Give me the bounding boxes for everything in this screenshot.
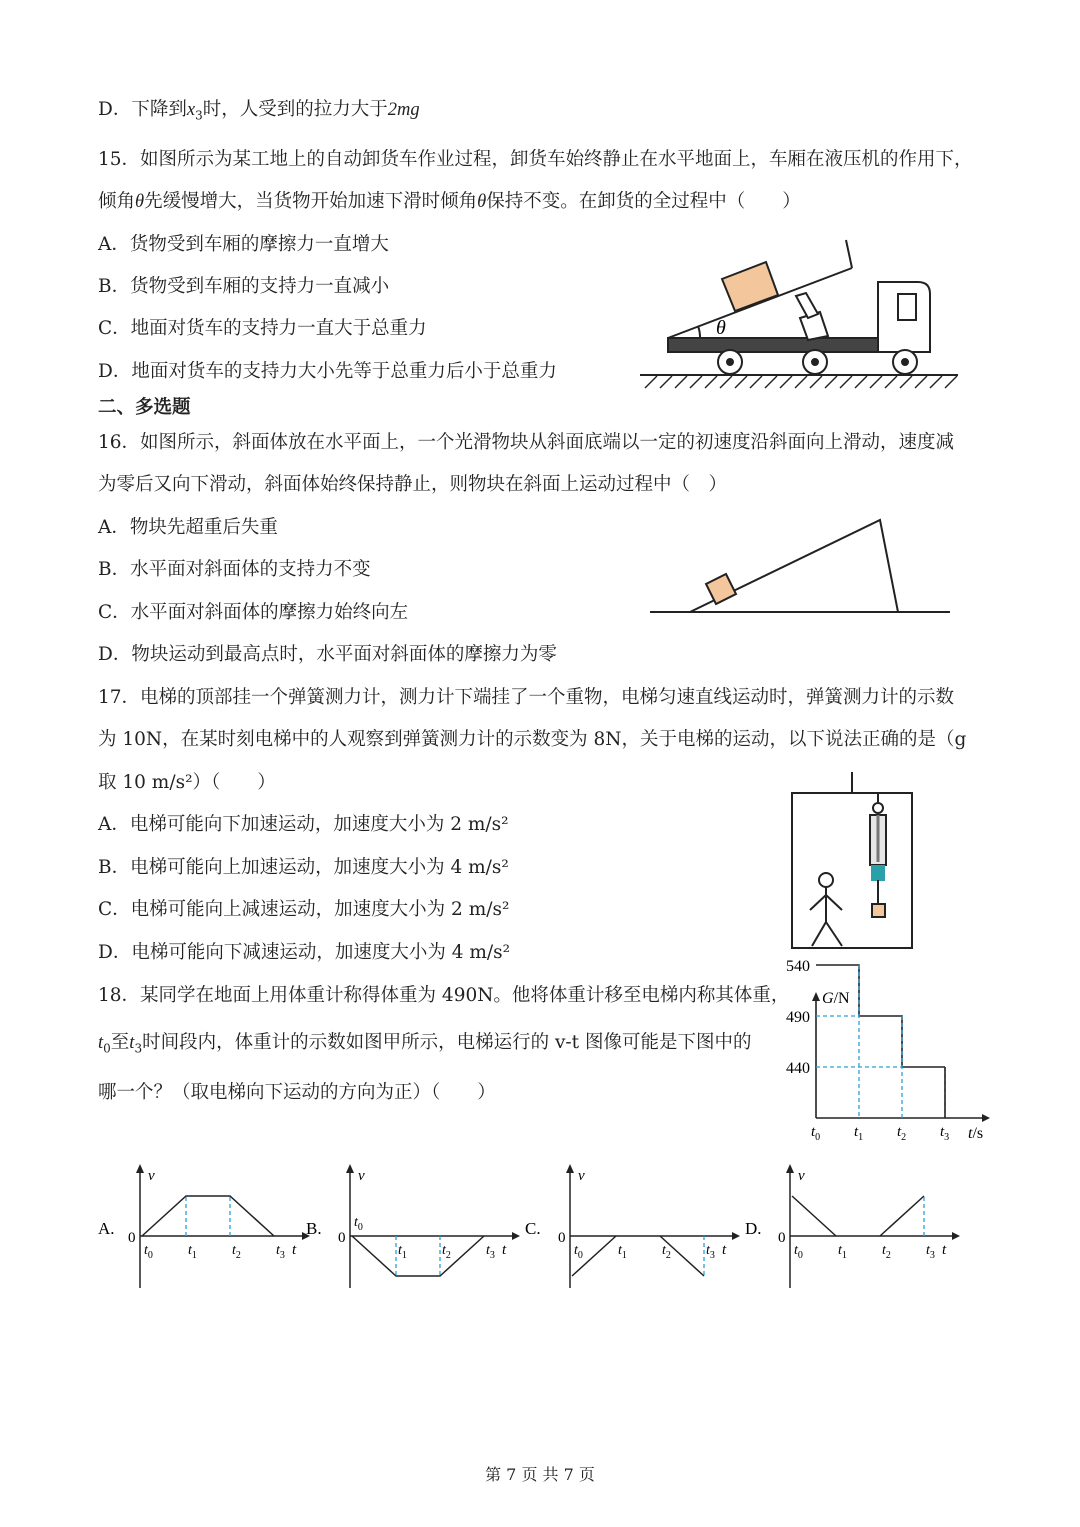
page-footer: 第 7 页 共 7 页 <box>485 1465 595 1484</box>
option-label: B. <box>306 1219 322 1238</box>
q18-t0-sub: 0 <box>103 1041 111 1056</box>
x-tick-label: $t_1$ <box>188 1243 197 1261</box>
y-tick-label: 540 <box>786 958 810 975</box>
q14-option-d-pre: D．下降到 <box>98 99 187 120</box>
q14-expr: 2mg <box>387 100 420 120</box>
q16-option-b: B．水平面对斜面体的支持力不变 <box>98 559 371 580</box>
q18-line2-rest: 时间段内，体重计的示数如图甲所示，电梯运行的 v-t 图像可能是下图中的 <box>142 1032 752 1053</box>
vt-chart-c <box>525 1164 740 1288</box>
y-axis-label: v <box>578 1168 585 1184</box>
origin-label: 0 <box>338 1230 346 1246</box>
q15-option-c: C．地面对货车的支持力一直大于总重力 <box>98 318 427 339</box>
q18-line1: 18．某同学在地面上用体重计称得体重为 490N。他将体重计移至电梯内称其体重， <box>98 985 790 1006</box>
q16-option-d: D．物块运动到最高点时，水平面对斜面体的摩擦力为零 <box>98 644 557 665</box>
y-tick-label: 440 <box>786 1060 810 1077</box>
y-axis-arrow <box>346 1164 354 1173</box>
theta-label: θ <box>716 317 726 339</box>
q16-line1: 16．如图所示，斜面体放在水平面上，一个光滑物块从斜面底端以一定的初速度沿斜面向上滑动，速度减 <box>98 432 955 453</box>
q15-line2-b: 先缓慢增大，当货物开始加速下滑时倾角 <box>144 191 478 212</box>
x-axis-arrow <box>732 1232 740 1240</box>
velocity-line <box>880 1196 924 1236</box>
q17-option-d: D．电梯可能向下减速运动，加速度大小为 4 m/s² <box>98 942 511 963</box>
y-axis-label: G/N <box>822 990 850 1007</box>
option-label: A. <box>98 1219 115 1238</box>
vt-chart-a <box>98 1164 310 1288</box>
q14-var-x: x <box>186 100 196 120</box>
x-tick-label: $t_1$ <box>854 1124 864 1143</box>
q16-option-a: A．物块先超重后失重 <box>98 517 278 538</box>
y-axis-arrow <box>566 1164 574 1173</box>
x-tick-label: $t_3$ <box>926 1243 935 1261</box>
x-axis-label: t <box>292 1242 297 1258</box>
x-tick-label: $t_2$ <box>232 1243 241 1261</box>
q15-option-d: D．地面对货车的支持力大小先等于总重力后小于总重力 <box>98 361 557 382</box>
q15-line2-c: 保持不变。在卸货的全过程中（ ） <box>486 191 801 212</box>
q17-option-a: A．电梯可能向下加速运动，加速度大小为 2 m/s² <box>98 814 509 835</box>
x-tick-label: $t_1$ <box>618 1243 627 1261</box>
x-tick-label: $t_0$ <box>144 1243 153 1261</box>
q15-line2-a: 倾角 <box>98 191 136 212</box>
x-tick-label: $t_0$ <box>811 1124 821 1143</box>
x-axis-label: t/s <box>968 1125 984 1142</box>
section-title: 二、多选题 <box>98 397 191 418</box>
q18-t0: t <box>98 1033 104 1053</box>
q14-var-sub: 3 <box>195 108 203 123</box>
option-label: C. <box>525 1219 541 1238</box>
q16-line2: 为零后又向下滑动，斜面体始终保持静止，则物块在斜面上运动过程中（ ） <box>98 474 728 495</box>
option-label: D. <box>745 1219 762 1238</box>
q17-option-c: C．电梯可能向上减速运动，加速度大小为 2 m/s² <box>98 899 510 920</box>
x-tick-label: $t_3$ <box>276 1243 285 1261</box>
q15-theta-2: θ <box>477 192 487 212</box>
q18-t3-sub: 3 <box>134 1041 143 1056</box>
x-tick-label: $t_2$ <box>882 1243 891 1261</box>
x-tick-label: $t_2$ <box>662 1243 671 1261</box>
q18-line3: 哪一个？（取电梯向下运动的方向为正）（ ） <box>98 1082 496 1103</box>
q16-option-c: C．水平面对斜面体的摩擦力始终向左 <box>98 602 409 623</box>
x-tick-label: $t_1$ <box>398 1243 407 1261</box>
x-axis-label: t <box>722 1242 727 1258</box>
origin-label: 0 <box>778 1230 786 1246</box>
origin-label: 0 <box>128 1230 136 1246</box>
q17-line1: 17．电梯的顶部挂一个弹簧测力计，测力计下端挂了一个重物，电梯匀速直线运动时，弹簧测力计的示数 <box>98 687 955 708</box>
velocity-line <box>142 1196 274 1236</box>
x-tick-label: $t_3$ <box>706 1243 715 1261</box>
x-tick-label: $t_2$ <box>442 1243 451 1261</box>
q15-option-a: A．货物受到车厢的摩擦力一直增大 <box>98 234 389 255</box>
x-tick-label: $t_3$ <box>486 1243 495 1261</box>
origin-label: 0 <box>558 1230 566 1246</box>
y-axis-label: v <box>148 1168 155 1184</box>
q15-option-b: B．货物受到车厢的支持力一直减小 <box>98 276 390 297</box>
velocity-line <box>352 1236 484 1276</box>
x-axis-arrow <box>952 1232 960 1240</box>
vt-chart-b <box>306 1164 520 1288</box>
x-tick-label: $t_1$ <box>838 1243 847 1261</box>
x-tick-label: $t_3$ <box>940 1124 950 1143</box>
x-tick-label: $t_2$ <box>897 1124 907 1143</box>
y-axis-label: v <box>798 1168 805 1184</box>
vt-chart-d <box>745 1164 960 1288</box>
y-tick-label: 490 <box>786 1009 810 1026</box>
velocity-line <box>792 1196 836 1236</box>
x-axis-arrow <box>512 1232 520 1240</box>
y-axis-arrow <box>136 1164 144 1173</box>
x-axis-label: t <box>502 1242 507 1258</box>
q18-t3: t <box>129 1033 135 1053</box>
q17-line2: 为 10N，在某时刻电梯中的人观察到弹簧测力计的示数变为 8N，关于电梯的运动，以下说法正确的是（g <box>98 729 967 750</box>
q18-line2-mid: 至 <box>110 1032 130 1053</box>
q14-option-d-mid: 时，人受到的拉力大于 <box>202 99 388 120</box>
q15-theta-1: θ <box>135 192 145 212</box>
q17-line3: 取 10 m/s²）（ ） <box>98 772 276 793</box>
y-axis-label: v <box>358 1168 365 1184</box>
y-axis-arrow <box>786 1164 794 1173</box>
q17-option-b: B．电梯可能向上加速运动，加速度大小为 4 m/s² <box>98 857 509 878</box>
x-tick-label: $t_0$ <box>574 1243 583 1261</box>
x-tick-label: $t_0$ <box>794 1243 803 1261</box>
x-axis-label: t <box>942 1242 947 1258</box>
x-tick-label: $t_0$ <box>354 1215 363 1233</box>
q15-line1: 15．如图所示为某工地上的自动卸货车作业过程，卸货车始终静止在水平地面上，车厢在液压机的作用下， <box>98 149 973 170</box>
